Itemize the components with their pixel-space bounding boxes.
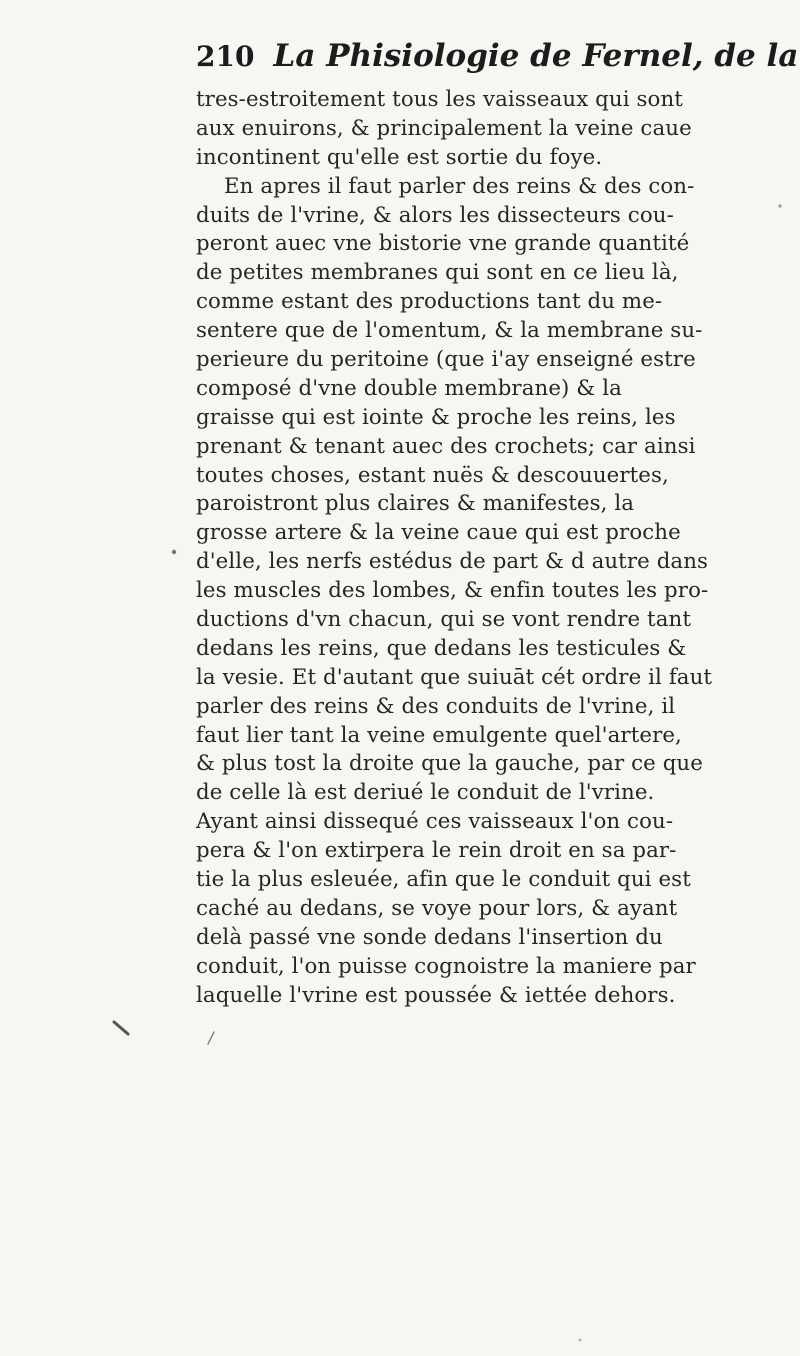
page-header [196,38,799,86]
text-line: de petites membranes qui sont en ce lieu là, [196,260,679,286]
text-line: aux enuirons, & principalement la veine caue [196,115,692,141]
text-line: sentere que de l'omentum, & la membrane su- [196,318,703,344]
text-line: graisse qui est iointe & proche les reins, les [196,404,676,430]
text-line: grosse artere & la veine caue qui est proche [196,520,681,546]
text-line: la vesie. Et d'autant que suiuāt cét ordre il faut [196,664,713,690]
text-line: duits de l'vrine, & alors les dissecteurs cou- [196,202,674,228]
text-line: comme estant des productions tant du me- [196,289,663,315]
ink-speck [778,204,781,207]
text-line: laquelle l'vrine est poussée & iettée dehors. [196,982,676,1008]
page-number: 210 [196,40,255,73]
text-line: perieure du peritoine (que i'ay enseigné estre [196,347,696,373]
text-line: toutes choses, estant nuës & descouuertes, [196,462,669,488]
text-line: En apres il faut parler des reins & des con- [224,173,695,199]
text-line: pera & l'on extirpera le rein droit en sa par- [196,838,677,864]
text-line: ductions d'vn chacun, qui se vont rendre tant [196,607,691,633]
text-line: caché au dedans, se voye pour lors, & ayant [196,895,678,921]
text-line: de celle là est deriué le conduit de l'vrine. [196,780,655,806]
text-line: paroistront plus claires & manifestes, la [196,491,635,517]
ink-mark [208,1032,214,1044]
text-line: peront auec vne bistorie vne grande quantité [196,231,690,257]
text-line: incontinent qu'elle est sortie du foye. [196,144,603,170]
ink-mark [114,1022,128,1034]
text-line: Ayant ainsi dissequé ces vaisseaux l'on cou- [196,809,674,835]
body-text [196,86,776,1011]
text-line: delà passé vne sonde dedans l'insertion du [196,924,663,950]
ink-speck [579,1339,582,1342]
text-line: prenant & tenant auec des crochets; car ainsi [196,433,696,459]
text-line: & plus tost la droite que la gauche, par ce que [196,751,703,777]
text-line: dedans les reins, que dedans les testicules & [196,635,687,661]
text-line: parler des reins & des conduits de l'vrine, il [196,693,676,719]
text-line: les muscles des lombes, & enfin toutes les pro- [196,578,709,604]
text-line: tres-estroitement tous les vaisseaux qui sont [196,87,683,112]
text-line: composé d'vne double membrane) & la [196,375,622,401]
ink-speck [172,550,176,554]
text-line: conduit, l'on puisse cognoistre la maniere par [196,953,696,979]
text-line: tie la plus esleuée, afin que le conduit qui est [196,867,691,893]
text-line: d'elle, les nerfs estédus de part & d autre dans [196,549,709,575]
running-head: La Phisiologie de Fernel, de la [273,38,799,74]
text-line: faut lier tant la veine emulgente quel'artere, [196,722,682,748]
